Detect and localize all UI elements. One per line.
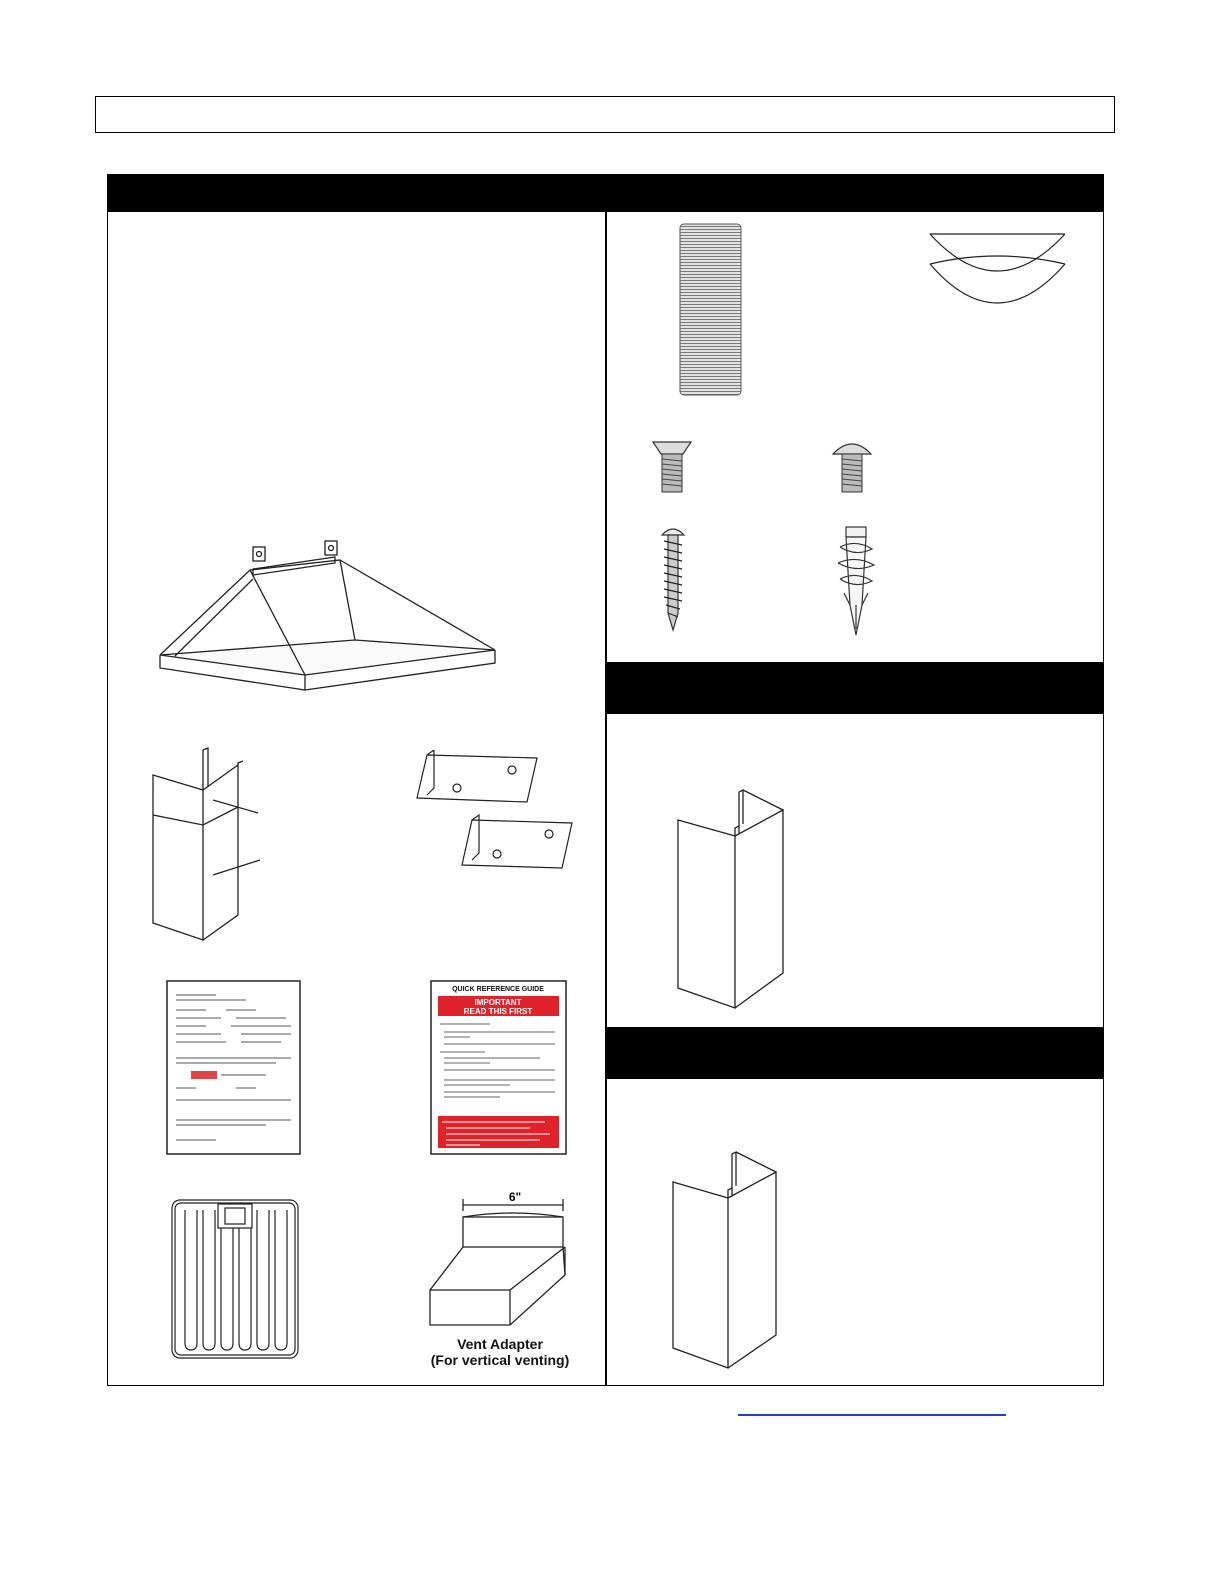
website-link-underline[interactable] [738,1414,1006,1416]
quick-reference-card-icon [430,980,567,1155]
vent-adapter-icon [425,1195,575,1335]
vent-adapter-label-line1: Vent Adapter [457,1336,543,1352]
quick-reference-heading: QUICK REFERENCE GUIDE [452,986,544,993]
range-hood-icon [155,535,500,710]
second-extension-header-bar [606,1027,1104,1079]
chimney-extension-2-icon [670,1150,780,1370]
wood-screw-icon [658,525,688,633]
wall-anchor-icon [832,525,880,637]
vent-adapter-dimension: 6" [508,1190,522,1204]
quick-reference-banner-line1: IMPORTANT [474,998,522,1007]
chimney-extension-icon [675,788,787,1010]
baffle-filter-icon [170,1198,300,1360]
mounting-bracket-icon [412,750,577,875]
flexible-duct-icon [678,222,743,397]
chimney-covers-icon [148,745,273,945]
round-head-screw-icon [830,440,874,495]
vent-adapter-label [420,1336,580,1368]
duct-clamp-icon [925,228,1070,320]
flat-head-screw-icon [650,440,694,495]
quick-reference-banner-line2: READ THIS FIRST [463,1007,533,1016]
warranty-card-icon [166,980,301,1155]
section-title-box [95,96,1115,133]
parts-table-divider [605,212,607,1386]
vent-adapter-label-line2: (For vertical venting) [430,1352,570,1368]
parts-table-header-bar [107,174,1104,212]
optional-extension-header-bar [606,662,1104,714]
